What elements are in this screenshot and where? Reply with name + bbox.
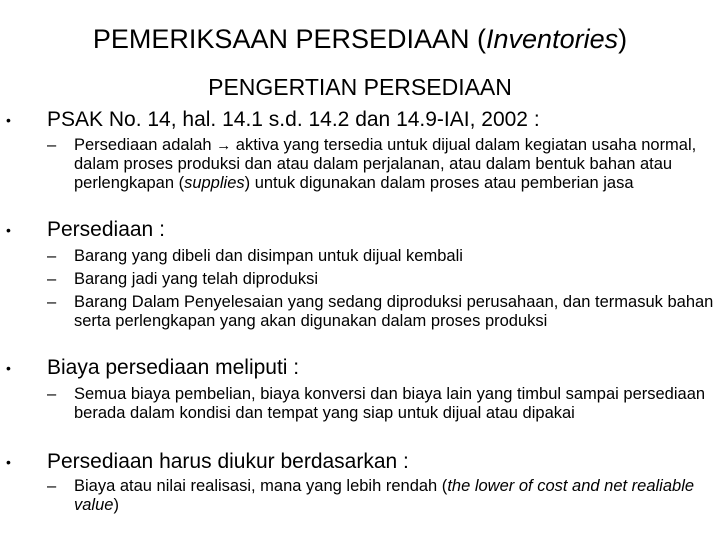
section-1-item-1 [47, 136, 715, 193]
dash-icon: – [47, 247, 57, 265]
item-text-end: ) [113, 496, 119, 514]
item-text-pre: Biaya atau nilai realisasi, mana yang lebih rendah ( [74, 477, 448, 495]
bullet-4-icon: • [6, 454, 11, 470]
section-4-heading: Persediaan harus diukur berdasarkan : [47, 450, 409, 473]
item-text-italic: supplies [184, 174, 245, 192]
title-close: ) [618, 24, 628, 54]
slide-title [0, 22, 720, 56]
section-3-heading: Biaya persediaan meliputi : [47, 356, 300, 379]
bullet-1-icon: • [6, 112, 11, 128]
section-2-item-3-text: Barang Dalam Penyelesaian yang sedang diproduksi perusahaan, dan termasuk bahan serta perlengkapan yang akan digunakan dalam proses produksi [74, 293, 714, 330]
section-2-item-1 [47, 247, 715, 266]
section-2-heading: Persediaan : [47, 218, 165, 241]
title-main: PEMERIKSAAN PERSEDIAAN ( [92, 24, 487, 54]
section-2-item-3 [47, 293, 715, 331]
section-2-item-2 [47, 270, 715, 289]
slide-subtitle: PENGERTIAN PERSEDIAAN [208, 74, 512, 100]
item-text-italic: the lower of cost and net realiable value [74, 477, 695, 514]
section-2-item-1-text: Barang yang dibeli dan disimpan untuk dijual kembali [74, 247, 463, 265]
section-3-item-1-text: Semua biaya pembelian, biaya konversi dan biaya lain yang timbul sampai persediaan berada dalam kondisi dan tempat yang siap untuk dijual atau dipakai [74, 385, 706, 422]
title-italic: Inventories [486, 24, 619, 54]
item-text-end: ) untuk digunakan dalam proses atau pemberian jasa [244, 174, 634, 192]
dash-icon: – [47, 136, 57, 154]
bullet-3-icon: • [6, 360, 11, 376]
arrow-right-icon: → [216, 137, 232, 154]
section-4-item-1-text [74, 477, 715, 515]
item-text-pre: Persediaan adalah [74, 136, 217, 154]
item-text-post: aktiva yang tersedia untuk dijual dalam kegiatan usaha normal, dalam proses produksi dan atau dalam perjalanan, atau dalam bentuk bahan atau perlengkapan ( [74, 136, 697, 192]
section-1-heading: PSAK No. 14, hal. 14.1 s.d. 14.2 dan 14.9-IAI, 2002 : [47, 108, 540, 131]
section-4-item-1 [47, 477, 715, 515]
bullet-2-icon: • [6, 222, 11, 238]
section-1-item-1-text [74, 136, 715, 193]
dash-icon: – [47, 477, 57, 495]
dash-icon: – [47, 293, 57, 311]
section-3-item-1 [47, 385, 715, 423]
dash-icon: – [47, 385, 57, 403]
dash-icon: – [47, 270, 57, 288]
section-2-item-2-text: Barang jadi yang telah diproduksi [74, 270, 318, 288]
